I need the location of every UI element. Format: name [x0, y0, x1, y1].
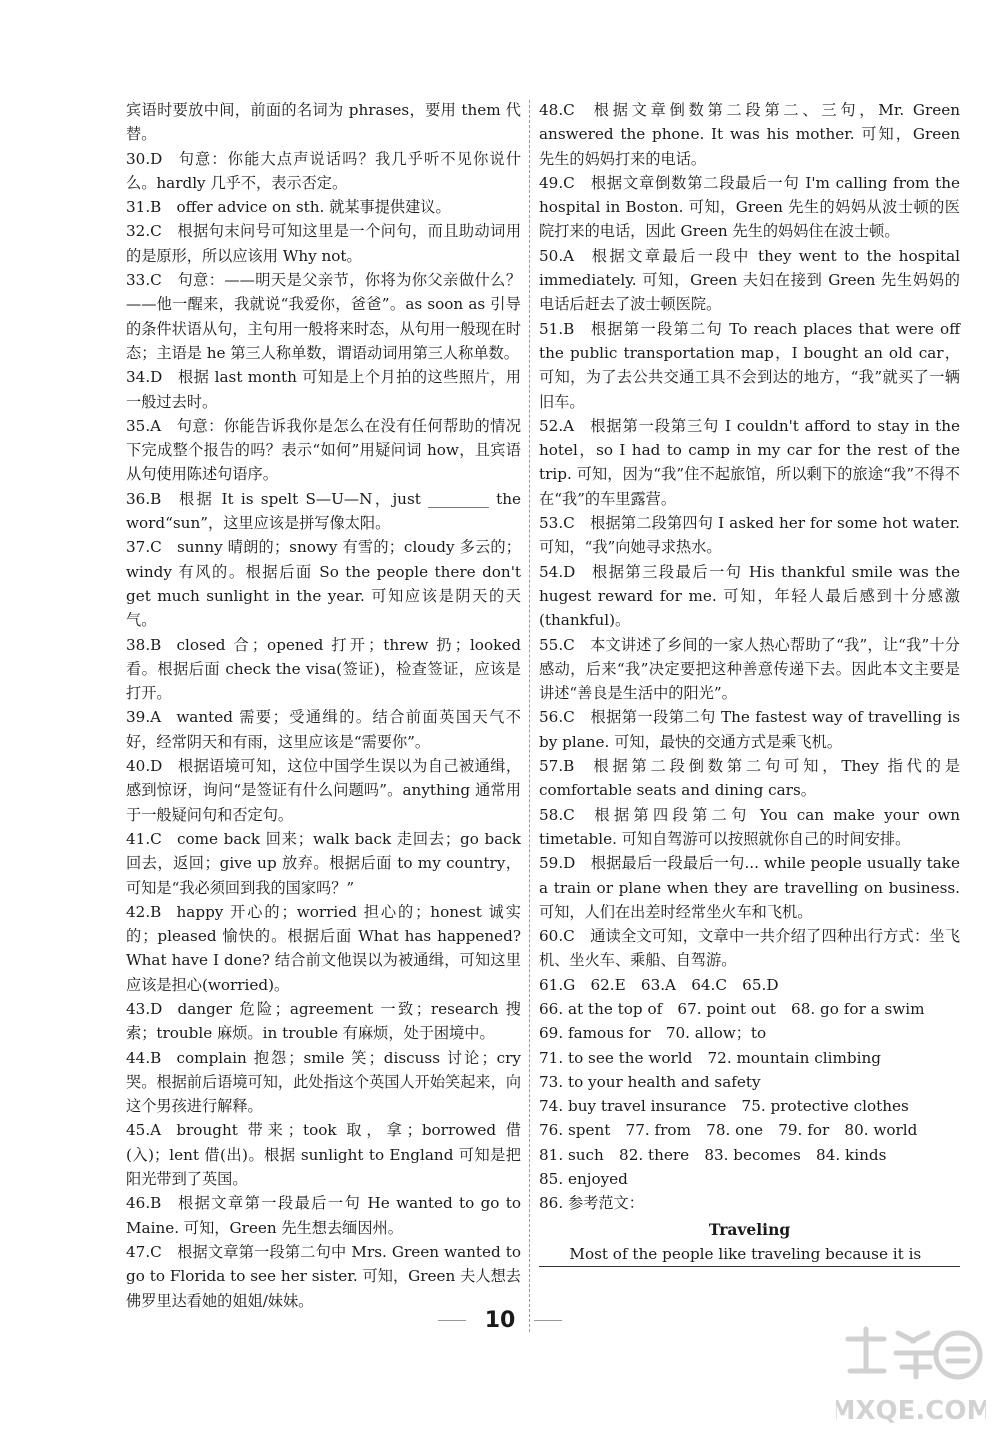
answer-entry: [539, 851, 965, 924]
right-column: [539, 98, 965, 1267]
answer-entry: [539, 244, 965, 317]
answer-explanation: offer advice on sth. 就某事提供建议。: [176, 198, 451, 217]
question-number: 32.C: [126, 222, 162, 241]
answer-entry: [126, 1118, 521, 1191]
answer-explanation: danger 危险；agreement 一致；research 搜索；trouble 麻烦。in trouble 有麻烦，处于困境中。: [126, 999, 521, 1043]
answer-entry: [126, 900, 526, 997]
answer-entry: [126, 705, 521, 754]
answer-entry: [126, 487, 526, 536]
answer-entry: [539, 633, 960, 706]
answer-explanation: 根据文章倒数第二段第二、三句，Mr. Green answered the phone. It was his mother. 可知，Green 先生的妈妈打来的电话。: [539, 101, 965, 168]
short-answer-line: 71. to see the world 72. mountain climbing: [539, 1048, 881, 1067]
answer-explanation: 句意：你能告诉我你是怎么在没有任何帮助的情况下完成整个报告的吗？表示“如何”用疑问词 how，且宾语从句使用陈述句语序。: [126, 416, 521, 484]
question-number: 38.B: [126, 635, 162, 654]
answer-entry: [126, 1046, 526, 1119]
short-answer-line: 73. to your health and safety: [539, 1072, 761, 1091]
answer-entry: [126, 1240, 526, 1313]
answer-explanation: 根据最后一段最后一句... while people usually take a train or plane when they are travelling on business. 可知，人们在出差时经常坐火车和飞机。: [539, 854, 965, 921]
answer-explanation: 根据第四段第二句 You can make your own timetable. 可知自驾游可以按照就你自己的时间安排。: [539, 805, 965, 848]
answer-explanation: 根据 It is spelt S—U—N，just ________ the word“sun”，这里应该是拼写像太阳。: [126, 489, 526, 533]
watermark-stamp-icon: [836, 1319, 986, 1439]
answer-entry: [126, 365, 521, 414]
answer-explanation: brought 带来；took 取，拿；borrowed 借(入)；lent 借(出)。根据 sunlight to England 可知是把阳光带到了英国。: [126, 1121, 521, 1189]
answer-explanation: sunny 晴朗的；snowy 有雪的；cloudy 多云的；windy 有风的。根据后面 So the people there don't get much sunlight in the year. 可知应该是阴天的天气。: [126, 538, 526, 630]
question-number: 46.B: [126, 1194, 162, 1213]
question-number: 57.B: [539, 757, 575, 776]
answer-explanation: 根据 last month 可知是上个月拍的这些照片，用一般过去时。: [126, 368, 521, 411]
answer-entry: [539, 924, 960, 973]
answer-entry: [539, 98, 965, 171]
short-answer-line: 74. buy travel insurance 75. protective clothes: [539, 1097, 909, 1116]
short-answer-line: 69. famous for 70. allow；to: [539, 1024, 767, 1043]
question-number: 49.C: [539, 173, 575, 192]
question-number: 37.C: [126, 538, 162, 557]
answer-explanation: happy 开心的；worried 担心的；honest 诚实的；pleased 愉快的。根据后面 What has happened? What have I done? 结合前文他误以为被通缉，可知这里应该是担心(worried)。: [126, 902, 526, 994]
answer-explanation: 句意：你能大点声说话吗？我几乎听不见你说什么。hardly 几乎不，表示否定。: [126, 149, 521, 192]
answer-entry: [539, 560, 965, 633]
answer-entry: [126, 827, 526, 900]
question-number: 45.A: [126, 1121, 162, 1140]
answer-entry: [126, 535, 526, 632]
answer-explanation: closed 合；opened 打开；threw 扔；looked 看。根据后面 check the visa(签证)，检查签证，应该是打开。: [126, 635, 526, 703]
footer-rule-left: [438, 1320, 466, 1321]
answer-explanation: 根据第二段倒数第二句可知，They 指代的是 comfortable seats and dining cars。: [539, 757, 965, 800]
answer-explanation: 根据第一段第二句 To reach places that were off the public transportation map，I bought an old car，可知，为了去公共交通工具不会到达的地方，“我”就买了一辆旧车。: [539, 319, 965, 411]
essay-first-line: Most of the people like traveling because it is: [539, 1242, 960, 1267]
answer-entry: [539, 317, 965, 414]
watermark-text: MXQE.COM: [836, 1396, 986, 1426]
question-number: 50.A: [539, 246, 575, 265]
question-number: 35.A: [126, 416, 162, 435]
answer-explanation: complain 抱怨；smile 笑；discuss 讨论；cry 哭。根据前后语境可知，此处指这个英国人开始笑起来，向这个男孩进行解释。: [126, 1048, 526, 1116]
question-number: 31.B: [126, 198, 162, 217]
question-number: 36.B: [126, 489, 162, 508]
answer-entry: [126, 219, 521, 268]
answer-explanation: 根据文章第一段第二句中 Mrs. Green wanted to go to Florida to see her sister. 可知，Green 夫人想去佛罗里达看她的姐姐/妹妹。: [126, 1242, 526, 1310]
answer-entry: [126, 98, 521, 147]
answer-explanation: come back 回来；walk back 走回去；go back 回去，返回；give up 放弃。根据后面 to my country，可知是“我必须回到我的国家吗？”: [126, 829, 526, 897]
answer-explanation: 根据文章倒数第二段最后一句 I'm calling from the hospital in Boston. 可知，Green 先生的妈妈从波士顿的医院打来的电话，因此 Green 先生的妈妈住在波士顿。: [539, 173, 965, 241]
question-number: 60.C: [539, 927, 575, 946]
question-number: 58.C: [539, 805, 575, 824]
answer-entry: [126, 633, 526, 706]
question-number: 59.D: [539, 854, 576, 873]
answer-entry: [539, 803, 965, 852]
question-number: 41.C: [126, 829, 162, 848]
answer-explanation: 根据文章第一段最后一句 He wanted to go to Maine. 可知，Green 先生想去缅因州。: [126, 1194, 526, 1237]
question-number: 47.C: [126, 1242, 162, 1261]
answer-explanation: wanted 需要；受通缉的。结合前面英国天气不好，经常阴天和有雨，这里应该是“需要你”。: [126, 708, 521, 751]
answer-entry: [126, 147, 521, 196]
question-number: 55.C: [539, 635, 575, 654]
question-number: 30.D: [126, 149, 163, 168]
short-answer-line: 81. such 82. there 83. becomes 84. kinds: [539, 1145, 887, 1164]
left-column: [126, 98, 526, 1313]
short-answer-line: 76. spent 77. from 78. one 79. for 80. world: [539, 1121, 918, 1140]
answer-entry: [126, 268, 521, 365]
short-answer-list: [539, 973, 960, 1216]
answer-entry: [539, 511, 965, 560]
answer-explanation: 本文讲述了乡间的一家人热心帮助了“我”，让“我”十分感动，后来“我”决定要把这种善意传递下去。因此本文主要是讲述“善良是生活中的阳光”。: [539, 635, 960, 703]
answer-entry: [539, 705, 965, 754]
question-number: 54.D: [539, 562, 576, 581]
question-number: 42.B: [126, 902, 162, 921]
question-number: 40.D: [126, 757, 163, 776]
question-number: 51.B: [539, 319, 575, 338]
answer-explanation: 根据语境可知，这位中国学生误以为自己被通缉，感到惊讶，询问“是签证有什么问题吗”。anything 通常用于一般疑问句和否定句。: [126, 757, 521, 824]
answer-entry: [126, 1191, 526, 1240]
answer-explanation: 根据第三段最后一句 His thankful smile was the hugest reward for me. 可知，年轻人最后感到十分感激(thankful)。: [539, 562, 965, 630]
short-answer-line: 66. at the top of 67. point out 68. go for a swim: [539, 999, 925, 1018]
answer-explanation: 通读全文可知，文章中一共介绍了四种出行方式：坐飞机、坐火车、乘船、自驾游。: [539, 927, 960, 970]
question-number: 52.A: [539, 416, 575, 435]
answer-explanation: 根据第一段第三句 I couldn't afford to stay in the hotel，so I had to camp in my car for the rest of the trip. 可知，因为“我”住不起旅馆，所以剩下的旅途“我”不得不在“我”的车里露营。: [539, 416, 965, 508]
page-number: 10: [484, 1308, 516, 1333]
right-answer-list: [539, 98, 965, 973]
answer-entry: [126, 195, 521, 219]
short-answer-line: 86. 参考范文：: [539, 1194, 644, 1213]
answer-entry: [539, 171, 965, 244]
answer-entry: [126, 414, 521, 487]
answer-explanation: 根据第一段第二句 The fastest way of travelling is by plane. 可知，最快的交通方式是乘飞机。: [539, 708, 965, 751]
short-answer-line: 85. enjoyed: [539, 1170, 628, 1189]
question-number: 56.C: [539, 708, 575, 727]
answer-explanation: 根据句末问号可知这里是一个问句，而且助动词用的是原形，所以应该用 Why not。: [126, 222, 521, 265]
question-number: 48.C: [539, 101, 575, 119]
question-number: 44.B: [126, 1048, 162, 1067]
answer-explanation: 根据第二段第四句 I asked her for some hot water. 可知，“我”向她寻求热水。: [539, 514, 965, 557]
answer-explanation: 根据文章最后一段中 they went to the hospital immediately. 可知，Green 夫妇在接到 Green 先生妈妈的电话后赶去了波士顿医院。: [539, 246, 965, 314]
question-number: 43.D: [126, 999, 163, 1018]
essay-title: Traveling: [708, 1219, 791, 1239]
question-number: 39.A: [126, 708, 162, 727]
question-number: 33.C: [126, 271, 162, 290]
answer-explanation: 句意：——明天是父亲节，你将为你父亲做什么？——他一醒来，我就说“我爱你，爸爸”。as soon as 引导的条件状语从句，主句用一般将来时态，从句用一般现在时态；主语是 he 第三人称单数，谓语动词用第三人称单数。: [126, 271, 521, 362]
watermark-logo: [836, 1319, 986, 1439]
footer-rule-right: [534, 1320, 562, 1321]
column-divider: [529, 100, 530, 1332]
answer-entry: [539, 754, 965, 803]
answer-entry: [126, 754, 521, 827]
short-answer-line: 61.G 62.E 63.A 64.C 65.D: [539, 975, 779, 994]
question-number: 34.D: [126, 368, 163, 387]
answer-explanation: 宾语时要放中间，前面的名词为 phrases，要用 them 代替。: [126, 101, 521, 144]
answer-entry: [126, 997, 521, 1046]
answer-entry: [539, 414, 965, 511]
question-number: 53.C: [539, 514, 575, 533]
